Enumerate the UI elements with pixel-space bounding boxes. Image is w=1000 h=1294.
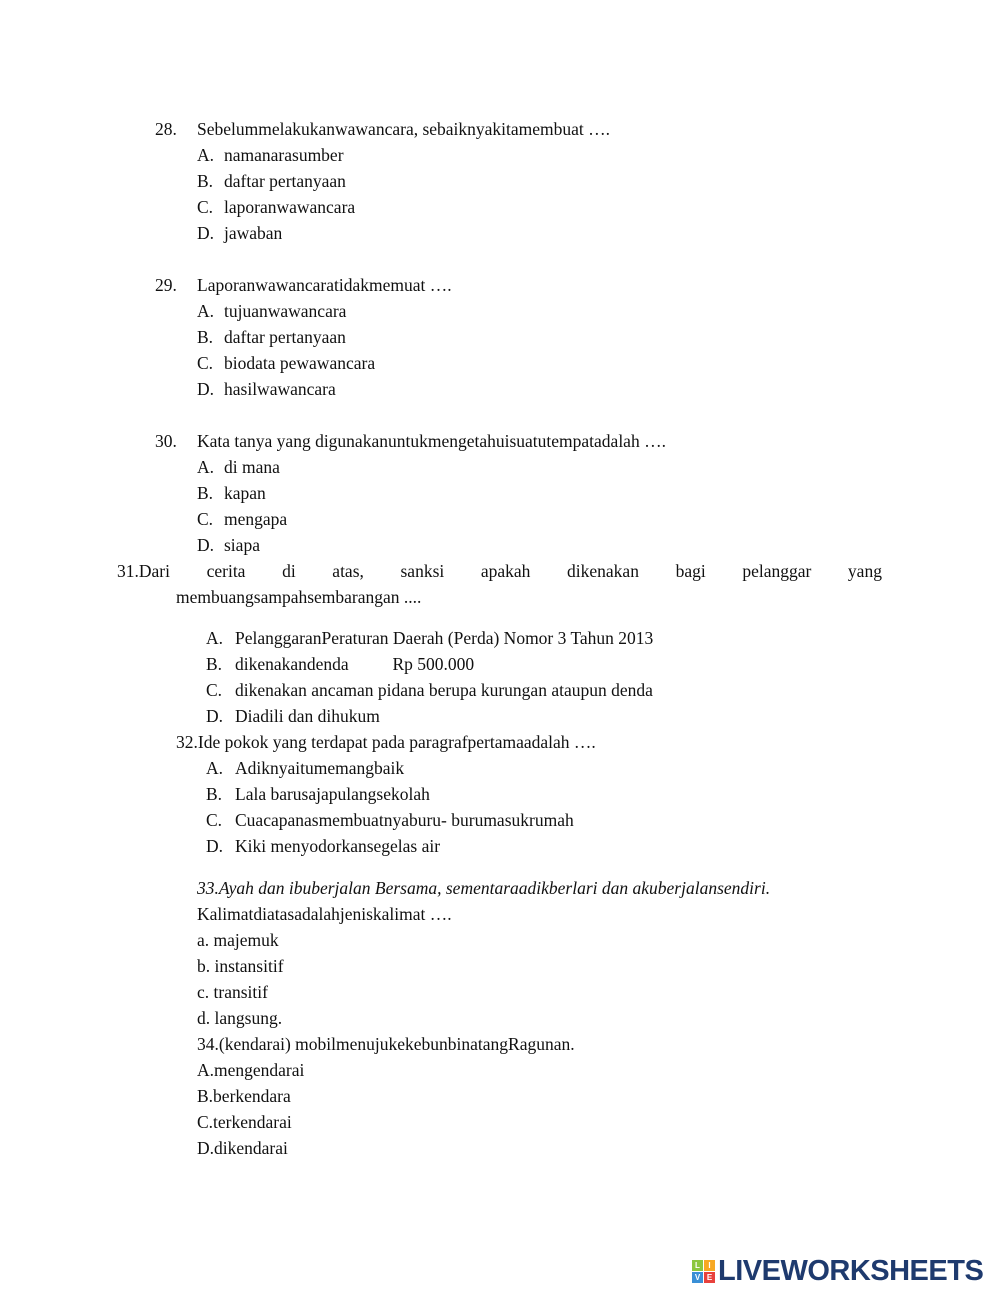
option-text: Lala barusajapulangsekolah [235,784,430,804]
question-number: 29. [155,275,177,295]
option-text: PelanggaranPeraturan Daerah (Perda) Nomor 3 Tahun 2013 [235,628,654,648]
option-letter: B. [206,784,223,804]
question-word: bagi [675,561,706,581]
option-text: b. instansitif [197,956,284,976]
option-text: dikenakan ancaman pidana berupa kurungan ataupun denda [235,680,653,700]
option-text: Diadili dan dihukum [235,706,380,726]
option-letter: B. [206,654,223,674]
option-text: C.terkendarai [197,1112,292,1132]
option-text: A.mengendarai [197,1060,305,1080]
option-letter: C. [197,509,214,529]
option-text: kapan [224,483,266,503]
question-word: cerita [206,561,246,581]
question-text: 32.Ide pokok yang terdapat pada paragrafpertamaadalah …. [176,732,596,752]
option-text: Adiknyaitumemangbaik [235,758,405,778]
question-word: 31.Dari [117,561,170,581]
option-text: di mana [224,457,280,477]
option-text: daftar pertanyaan [224,171,346,191]
option-letter: C. [197,197,214,217]
question-31-line1 [117,560,882,582]
option-letter: A. [206,758,224,778]
logo-letter-block: I [704,1260,715,1271]
liveworksheets-logo [692,1255,983,1288]
option-text: namanarasumber [224,145,344,165]
logo-letter-block: V [692,1272,703,1283]
question-text: Sebelummelakukanwawancara, sebaiknyakitamembuat …. [197,119,611,139]
option-letter: D. [206,836,224,856]
question-word: atas, [332,561,364,581]
option-letter: C. [206,810,223,830]
question-word: apakah [480,561,531,581]
logo-letter-block: L [692,1260,703,1271]
option-letter: A. [197,145,215,165]
option-text: d. langsung. [197,1008,283,1028]
option-letter: C. [206,680,223,700]
option-text: hasilwawancara [224,379,336,399]
option-text: B.berkendara [197,1086,291,1106]
option-text: c. transitif [197,982,268,1002]
option-text: Cuacapanasmembuatnyaburu- burumasukrumah [235,810,574,830]
question-word: dikenakan [567,561,639,581]
option-text: biodata pewawancara [224,353,376,373]
question-number: 30. [155,431,177,451]
question-word: sanksi [400,561,445,581]
option-letter: B. [197,483,214,503]
option-text: mengapa [224,509,288,529]
logo-blocks-icon [692,1260,715,1283]
option-text: laporanwawancara [224,197,356,217]
question-sentence: 33.Ayah dan ibuberjalan Bersama, sementaraadikberlari dan akuberjalansendiri. [197,878,771,898]
option-letter: A. [206,628,224,648]
option-letter: A. [197,301,215,321]
option-letter: D. [206,706,224,726]
option-text: siapa [224,535,260,555]
option-text: tujuanwawancara [224,301,347,321]
option-letter: D. [197,379,215,399]
logo-letter-block: E [704,1272,715,1283]
option-letter: B. [197,327,214,347]
question-text: membuangsampahsembarangan .... [176,587,422,607]
question-number: 28. [155,119,177,139]
option-text: Kiki menyodorkansegelas air [235,836,441,856]
question-text: 34.(kendarai) mobilmenujukekebunbinatangRagunan. [197,1034,575,1054]
question-word: pelanggar [742,561,812,581]
question-text: Kata tanya yang digunakanuntukmengetahuisuatutempatadalah …. [197,431,666,451]
option-letter: B. [197,171,214,191]
option-letter: A. [197,457,215,477]
question-text: Laporanwawancaratidakmemuat …. [197,275,452,295]
question-word: yang [847,561,882,581]
option-text: jawaban [224,223,283,243]
option-text: D.dikendarai [197,1138,288,1158]
option-text: a. majemuk [197,930,279,950]
option-text: dikenakandenda Rp 500.000 [235,654,475,674]
question-text: Kalimatdiatasadalahjeniskalimat …. [197,904,452,924]
option-letter: D. [197,535,215,555]
option-letter: D. [197,223,215,243]
question-word: di [282,561,296,581]
logo-text: LIVEWORKSHEETS [718,1255,984,1287]
option-letter: C. [197,353,214,373]
option-text: daftar pertanyaan [224,327,346,347]
